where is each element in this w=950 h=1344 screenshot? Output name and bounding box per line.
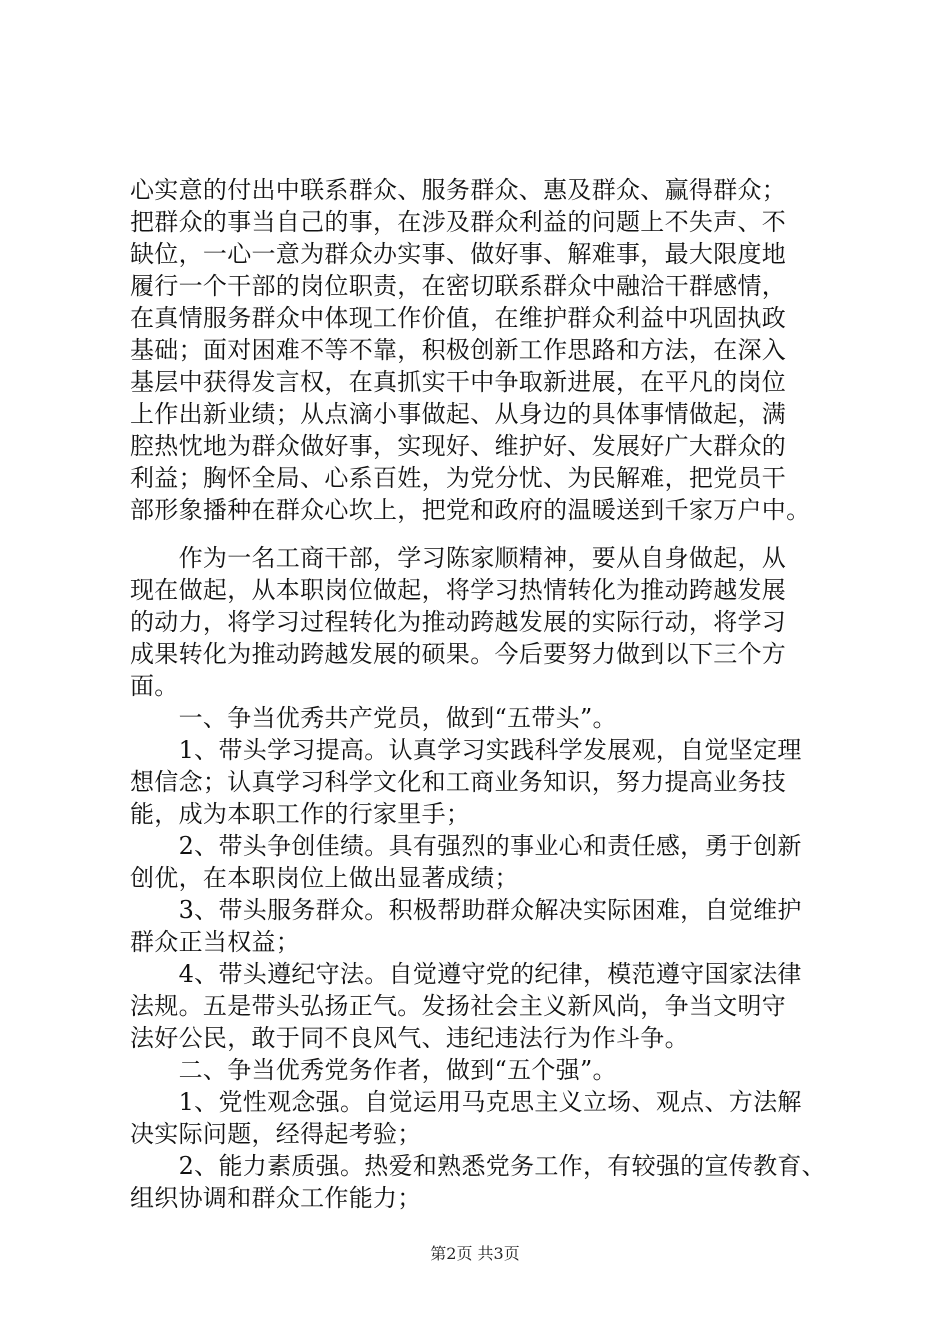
text-line: 利益；胸怀全局、心系百姓，为党分忧、为民解难，把党员干 (130, 464, 787, 492)
text-line: 把群众的事当自己的事，在涉及群众利益的问题上不失声、不 (130, 208, 787, 236)
text-line: 法好公民，敢于同不良风气、违纪违法行为作斗争。 (130, 1024, 689, 1052)
text-line: 面。 (130, 672, 179, 700)
list-item: 2、能力素质强。热爱和熟悉党务工作，有较强的宣传教育、 (130, 1152, 826, 1180)
paragraph-continuation (130, 174, 850, 526)
text-line: 心实意的付出中联系群众、服务群众、惠及群众、赢得群众； (130, 176, 787, 204)
list-item: 2、带头争创佳绩。具有强烈的事业心和责任感，勇于创新 (130, 832, 802, 860)
text-line: 履行一个干部的岗位职责，在密切联系群众中融洽干群感情， (130, 272, 787, 300)
paragraph-main (130, 542, 850, 1214)
text-line: 腔热忱地为群众做好事，实现好、维护好、发展好广大群众的 (130, 432, 787, 460)
text-line: 基层中获得发言权，在真抓实干中争取新进展，在平凡的岗位 (130, 368, 787, 396)
list-item: 1、带头学习提高。认真学习实践科学发展观，自觉坚定理 (130, 736, 802, 764)
text-line: 创优，在本职岗位上做出显著成绩； (130, 864, 519, 892)
text-line: 作为一名工商干部，学习陈家顺精神，要从自身做起，从 (130, 544, 787, 572)
text-line: 部形象播种在群众心坎上，把党和政府的温暖送到千家万户中。 (130, 496, 811, 524)
page-number-footer: 第2页 共3页 (430, 1244, 520, 1263)
section-heading: 一、争当优秀共产党员，做到“五带头”。 (130, 704, 617, 732)
text-line: 想信念；认真学习科学文化和工商业务知识，努力提高业务技 (130, 768, 787, 796)
text-line: 能，成为本职工作的行家里手； (130, 800, 471, 828)
text-line: 基础；面对困难不等不靠，积极创新工作思路和方法，在深入 (130, 336, 787, 364)
text-line: 决实际问题，经得起考验； (130, 1120, 422, 1148)
text-line: 组织协调和群众工作能力； (130, 1184, 422, 1212)
list-item: 3、带头服务群众。积极帮助群众解决实际困难，自觉维护 (130, 896, 802, 924)
text-line: 群众正当权益； (130, 928, 301, 956)
list-item: 4、带头遵纪守法。自觉遵守党的纪律，模范遵守国家法律 (130, 960, 802, 988)
section-heading: 二、争当优秀党务作者，做到“五个强”。 (130, 1056, 617, 1084)
text-line: 在真情服务群众中体现工作价值，在维护群众利益中巩固执政 (130, 304, 787, 332)
text-line: 的动力，将学习过程转化为推动跨越发展的实际行动，将学习 (130, 608, 787, 636)
text-line: 上作出新业绩；从点滴小事做起、从身边的具体事情做起，满 (130, 400, 787, 428)
text-line: 现在做起，从本职岗位做起，将学习热情转化为推动跨越发展 (130, 576, 787, 604)
list-item: 1、党性观念强。自觉运用马克思主义立场、观点、方法解 (130, 1088, 802, 1116)
text-line: 成果转化为推动跨越发展的硕果。今后要努力做到以下三个方 (130, 640, 787, 668)
text-line: 缺位，一心一意为群众办实事、做好事、解难事，最大限度地 (130, 240, 787, 268)
text-line: 法规。五是带头弘扬正气。发扬社会主义新风尚，争当文明守 (130, 992, 787, 1020)
